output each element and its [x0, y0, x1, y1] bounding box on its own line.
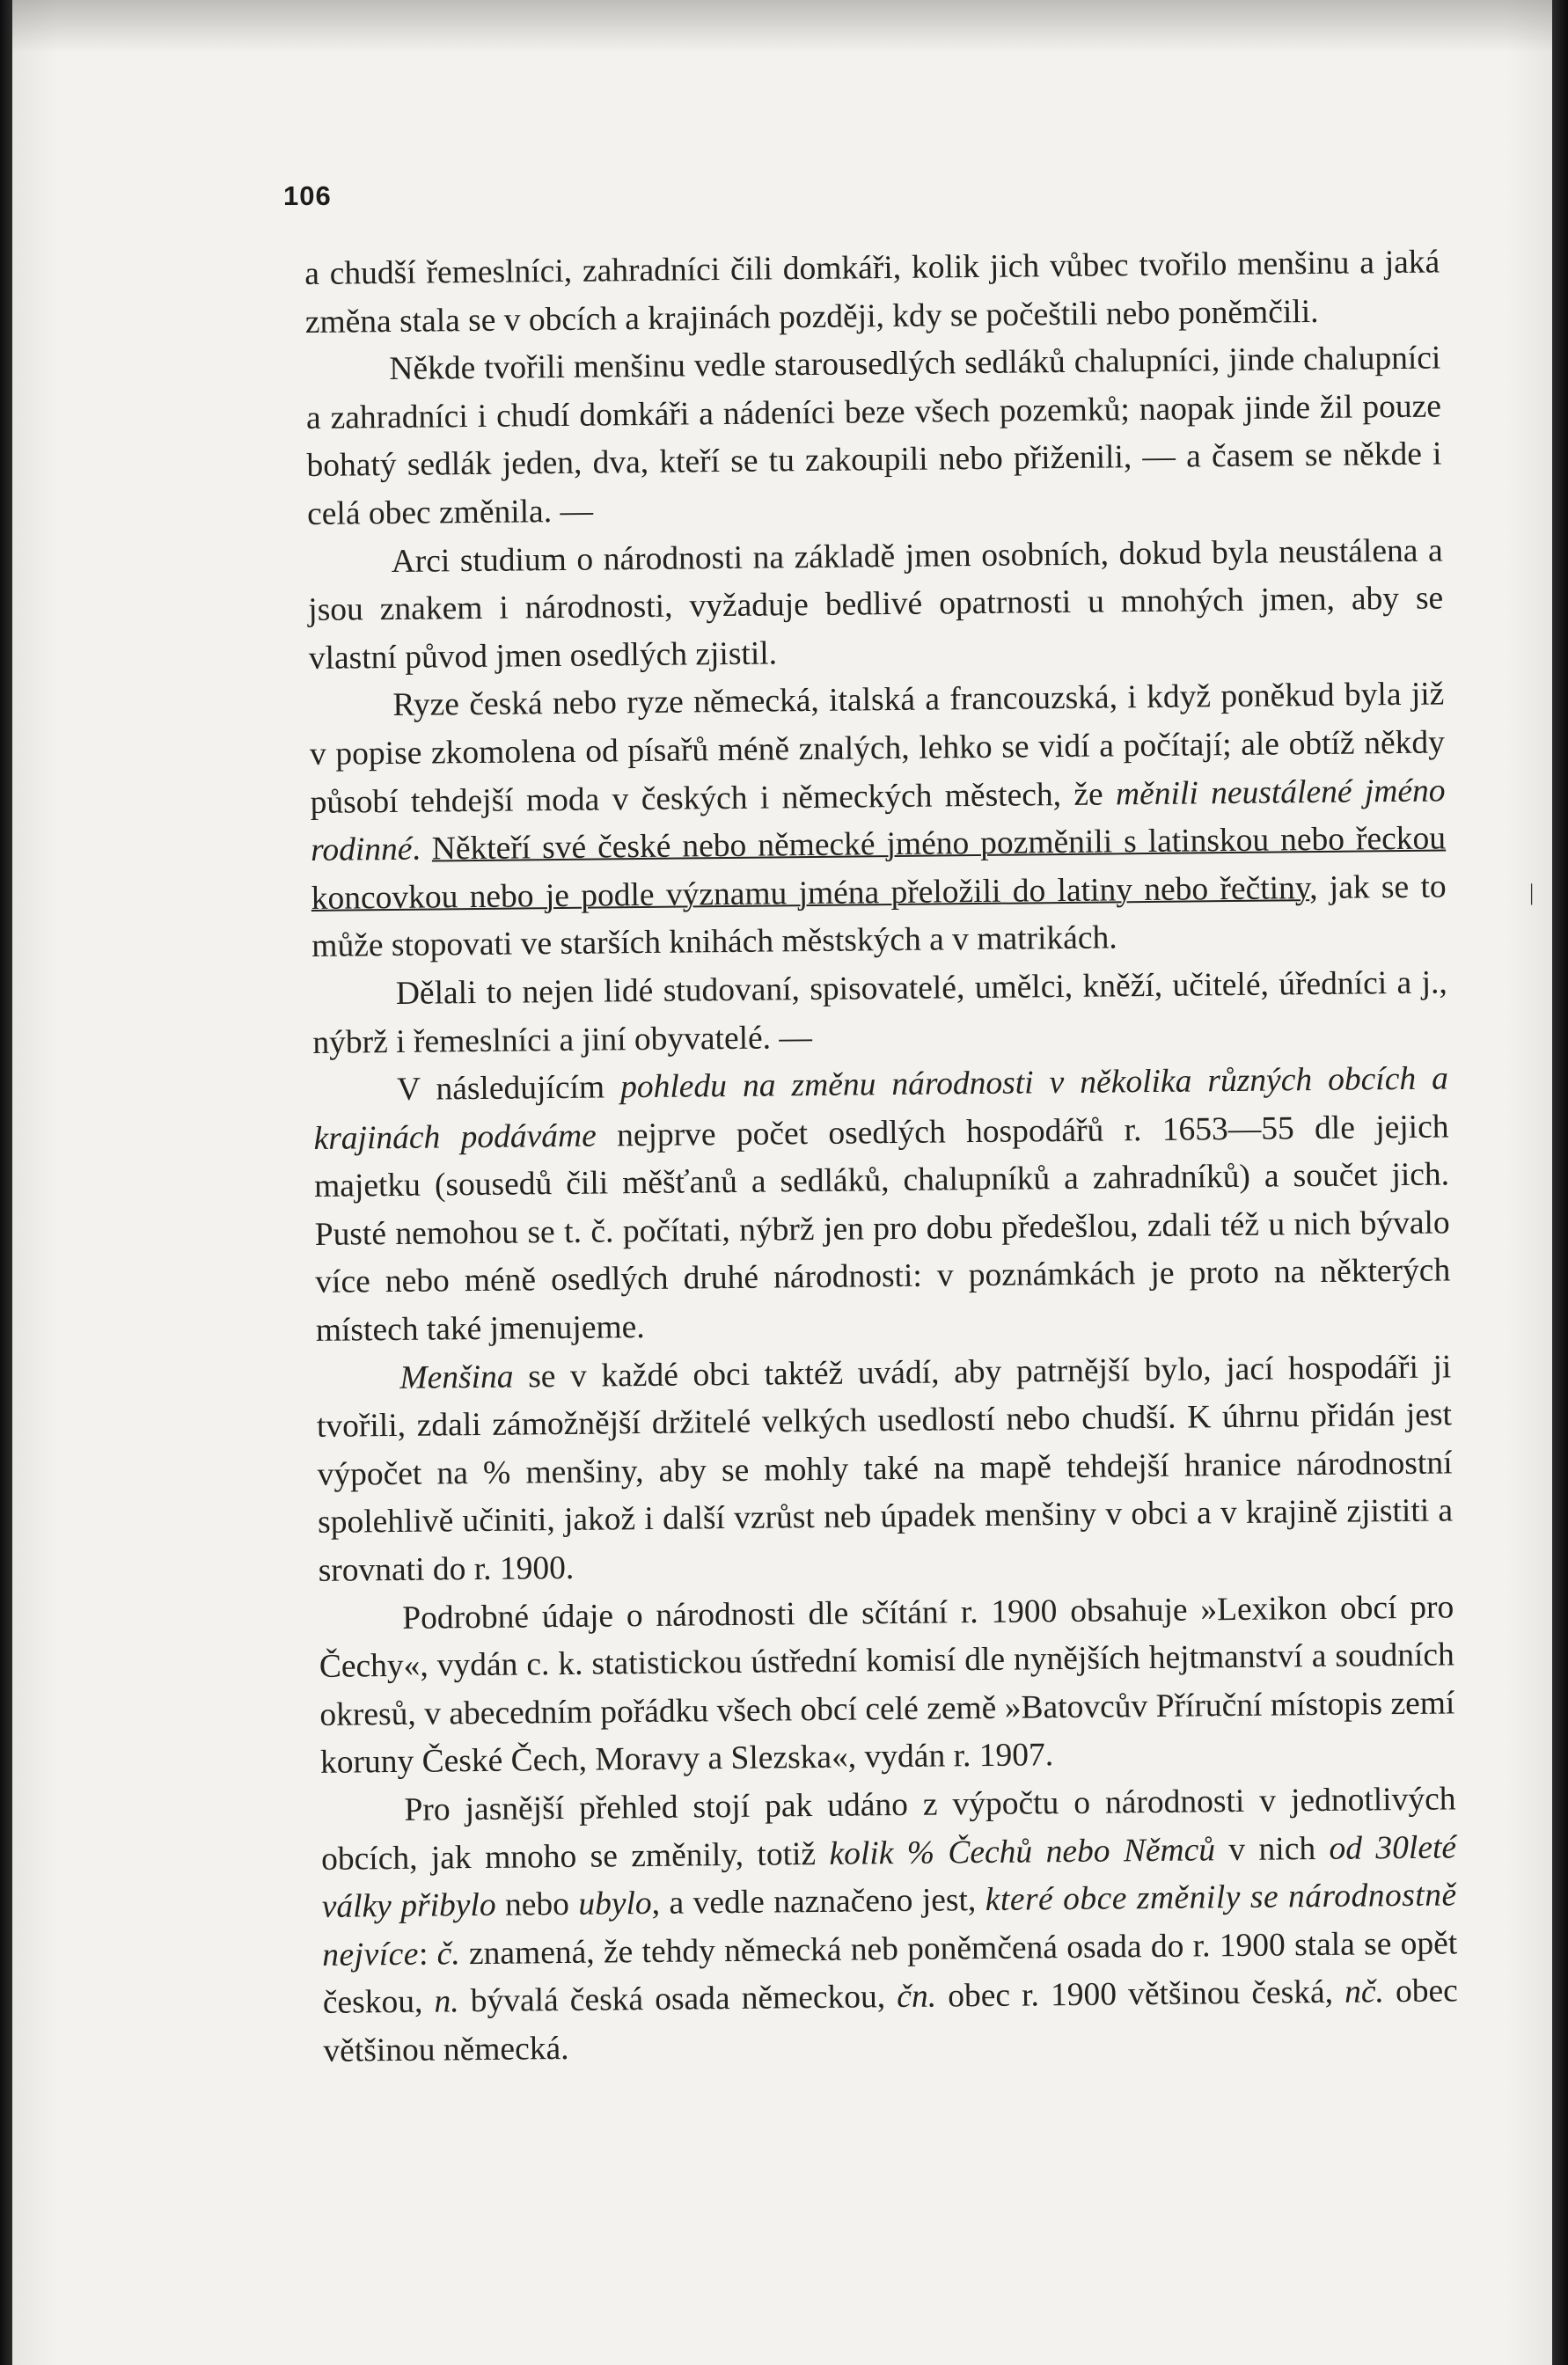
p9-abbr-n: n. — [434, 1983, 459, 2020]
p9-abbr-cn: čn. — [897, 1978, 937, 2016]
paragraph-3: Arci studium o národnosti na základě jmen osobních, dokud byla neustálena a jsou znakem i národnosti, vyžaduje bedlivé opatrnosti u mnohých jmen, aby se vlastní původ jmen osedlých zjistil. — [308, 532, 1444, 677]
p9-emphasis-2: od 30leté války přibylo — [321, 1828, 1457, 1926]
paragraph-9 — [320, 1776, 1458, 2076]
paragraph-6 — [313, 1056, 1451, 1356]
p9-abbr-c: č. — [436, 1936, 460, 1973]
p6-text-c: nejprve počet osedlých hospodářů r. 1653—55 dle jejich majetku (sousedů čili měšťanů a sedláků, chalupníků a zahradníků) a součet jich. Pusté nemohou se t. č. počítati, nýbrž jen pro dobu předešlou, zdali též u nich bývalo více nebo méně osedlých druhé národnosti: v poznámkách je proto na některých místech také jmenujeme. — [313, 1109, 1451, 1349]
p6-text-a: V následujícím — [396, 1069, 621, 1109]
paragraph-8: Podrobné údaje o národnosti dle sčítání r. 1900 obsahuje »Lexikon obcí pro Čechy«, vydán c. k. statistickou ústřední komisí dle nynějších hejtmanství a soudních okresů, v abecedním pořádku všech obcí celé země »Batovcův Příruční místopis zemí koruny České Čech, Moravy a Slezska«, vydán r. 1907. — [319, 1589, 1455, 1782]
margin-pencil-mark: | — [1529, 880, 1535, 905]
paragraph-4 — [309, 671, 1447, 971]
paragraph-5: Dělali to nejen lidé studovaní, spisovatelé, umělci, kněží, učitelé, úředníci a j., nýbrž i řemeslníci a jiní obyvatelé. — — [312, 964, 1447, 1061]
scan-top-shadow — [12, 0, 1552, 53]
p4-text-e: , jak se to může stopovati ve starších knihách městských a v matrikách. — [311, 868, 1447, 965]
p4-underlined-passage: Někteří své české nebo německé jméno pozměnili s latinskou nebo řeckou koncovkou nebo je podle významu jména přeložili do latiny nebo řečtiny — [311, 820, 1447, 917]
paragraph-2: Někde tvořili menšinu vedle starousedlých sedláků chalupníci, jinde chalupníci a zahradníci i chudí domkáři a nádeníci beze všech pozemků; naopak jinde žil pouze bohatý sedlák jeden, dva, kteří se tu zakoupili nebo přiženili, — a časem se někde i celá obec změnila. — — [305, 340, 1442, 532]
p9-emphasis-4: které obce změnily se národnostně nejvíce — [322, 1877, 1457, 1973]
paragraph-7 — [316, 1344, 1454, 1595]
p7-text-b: se v každé obci taktéž uvádí, aby patrnější bylo, jací hospodáři ji tvořili, zdali zámožnější držitelé velkých usedlostí nebo chudší. K úhrnu přidán jest výpočet na % menšiny, aby se mohly také na mapě tehdejší hranice národnostní spolehlivě učiniti, jakož i další vzrůst neb úpadek menšiny v obci a v krajině zjistiti a srovnati do r. 1900. — [316, 1349, 1454, 1589]
p9-text-i: : — [418, 1936, 437, 1973]
p9-emphasis-1: kolik % Čechů nebo Němců — [829, 1831, 1216, 1872]
p9-text-c: v nich — [1214, 1830, 1330, 1868]
p9-text-e: nebo — [495, 1886, 579, 1924]
p9-text-k: znamená, že tehdy německá neb poněmčená osada do r. 1900 stala se opět českou, — [322, 1925, 1458, 2022]
p7-emphasis: Menšina — [399, 1358, 514, 1396]
p4-text-a: Ryze česká nebo ryze německá, italská a francouzská, i když poněkud byla již v popise zkomolena od písařů méně znalých, lehko se vidí a počítají; ale obtíž někdy působí tehdejší moda v českých i německých městech, že — [309, 676, 1446, 821]
p9-emphasis-3: ubylo — [578, 1885, 652, 1923]
p4-text-c: . — [412, 831, 432, 868]
p9-abbr-nc: nč. — [1344, 1973, 1385, 2011]
scan-left-edge — [0, 0, 12, 2365]
page-number: 106 — [283, 180, 332, 211]
paragraph-1: a chudší řemeslníci, zahradníci čili domkáři, kolik jich vůbec tvořilo menšinu a jaká změna stala se v obcích a krajinách později, kdy se počeštili nebo poněmčili. — [304, 244, 1440, 340]
p9-text-a: Pro jasnější přehled stojí pak udáno z výpočtu o národnosti v jednotlivých obcích, jak mnoho se změnily, totiž — [320, 1781, 1456, 1878]
body-text — [304, 238, 1459, 2076]
p9-text-g: , a vedle naznačeno jest, — [651, 1882, 985, 1922]
p9-text-m: bývalá česká osada německou, — [458, 1979, 898, 2020]
p4-emphasis: měnili neustálené jméno rodinné — [310, 772, 1446, 869]
p6-emphasis: pohledu na změnu národnosti v několika různých obcích a krajinách podáváme — [313, 1060, 1449, 1157]
p9-text-o: obec r. 1900 většinou česká, — [935, 1974, 1345, 2015]
p9-text-r: obec většinou německá. — [323, 1973, 1459, 2069]
scan-right-edge — [1552, 0, 1568, 2365]
